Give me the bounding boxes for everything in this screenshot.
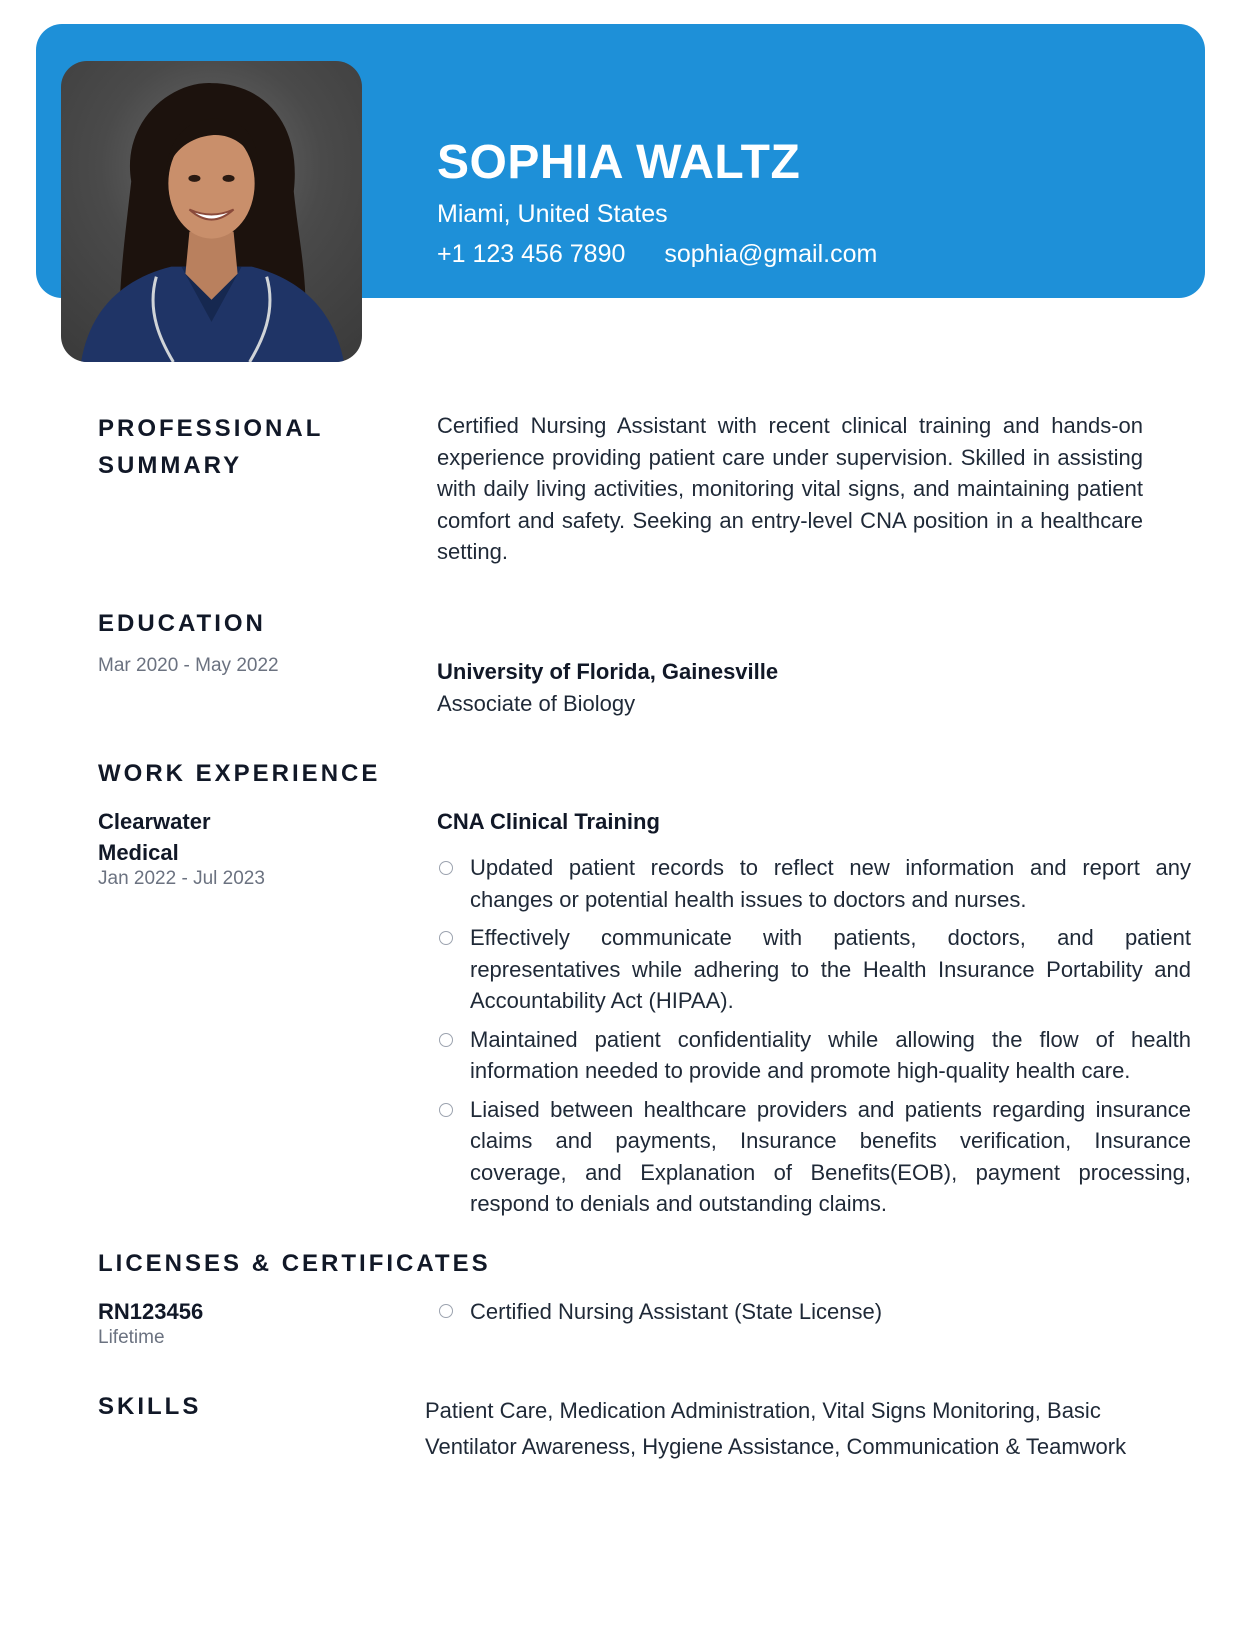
bullet-circle-icon xyxy=(439,931,453,945)
bullet-circle-icon xyxy=(439,1033,453,1047)
section-title-education: EDUCATION xyxy=(98,610,266,637)
license-item xyxy=(437,1296,882,1327)
education-dates: Mar 2020 - May 2022 xyxy=(98,655,279,676)
bullet-circle-icon xyxy=(439,1103,453,1117)
education-school: University of Florida, Gainesville xyxy=(437,659,779,684)
summary-text: Certified Nursing Assistant with recent clinical training and hands-on experience providing patient care under supervision. Skilled in assisting with daily living activities, monitoring vital signs, and maintaining patient comfort and safety. Seeking an entry-level CNA position in a healthcare setting. xyxy=(437,413,1143,564)
bullet-circle-icon xyxy=(439,1304,453,1318)
section-title-skills: SKILLS xyxy=(98,1393,202,1420)
work-bullet-text: Liaised between healthcare providers and patients regarding insurance claims and payments, Insurance benefits verification, Insurance coverage, and Explanation of Benefits(EOB), payment processing, respond to denials and outstanding claims. xyxy=(470,1096,1191,1216)
email-address[interactable]: sophia@gmail.com xyxy=(664,240,878,268)
section-title-work: WORK EXPERIENCE xyxy=(98,760,381,787)
work-role: CNA Clinical Training xyxy=(437,809,660,834)
work-bullet xyxy=(437,922,1191,1017)
work-bullet-text: Updated patient records to reflect new information and report any changes or potential health issues to doctors and nurses. xyxy=(470,855,1191,912)
work-bullet xyxy=(437,1024,1191,1087)
license-number: RN123456 xyxy=(98,1299,204,1324)
work-bullet xyxy=(437,1094,1191,1220)
section-title-summary xyxy=(98,410,323,484)
work-bullet-list xyxy=(437,852,1191,1227)
education-degree: Associate of Biology xyxy=(437,691,636,716)
candidate-location: Miami, United States xyxy=(437,200,668,228)
work-dates: Jan 2022 - Jul 2023 xyxy=(98,868,265,889)
work-employer-line1: Clearwater xyxy=(98,809,211,834)
summary-title-line1: PROFESSIONAL xyxy=(98,415,324,442)
contact-line xyxy=(437,239,877,269)
license-validity: Lifetime xyxy=(98,1327,165,1348)
profile-photo xyxy=(61,61,362,362)
candidate-name: SOPHIA WALTZ xyxy=(437,136,801,189)
summary-title-line2: SUMMARY xyxy=(98,452,243,479)
skills-text: Patient Care, Medication Administration, Vital Signs Monitoring, Basic Ventilator Awareness, Hygiene Assistance, Communication & Teamwork xyxy=(425,1398,1127,1459)
work-bullet-text: Maintained patient confidentiality while allowing the flow of health information needed to provide and promote high-quality health care. xyxy=(470,1026,1191,1083)
bullet-circle-icon xyxy=(439,861,453,875)
section-title-licenses: LICENSES & CERTIFICATES xyxy=(98,1250,491,1277)
license-name: Certified Nursing Assistant (State License) xyxy=(470,1299,883,1324)
work-bullet xyxy=(437,852,1191,915)
work-bullet-text: Effectively communicate with patients, doctors, and patient representatives while adhering to the Health Insurance Portability and Accountability Act (HIPAA). xyxy=(470,925,1191,1013)
phone-number[interactable]: +1 123 456 7890 xyxy=(437,240,626,268)
work-employer-line2: Medical xyxy=(98,840,179,865)
